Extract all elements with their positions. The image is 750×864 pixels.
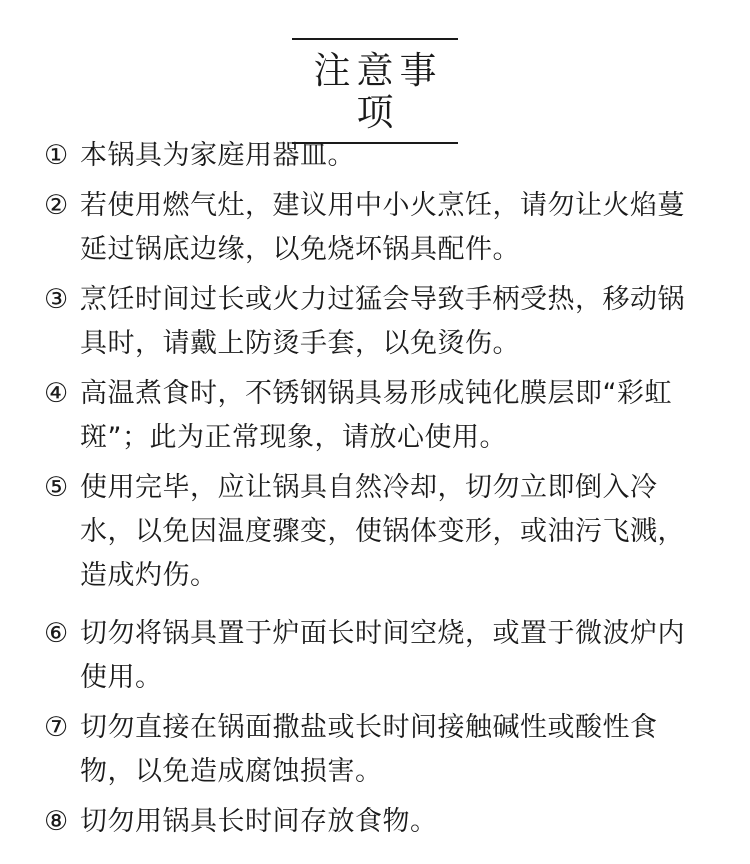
note-text: 使用完毕，应让锅具自然冷却，切勿立即倒入冷水，以免因温度骤变，使锅体变形，或油污飞溅，造成灼伤。 [80,472,685,591]
note-number: ③ [44,284,69,315]
note-number: ④ [44,378,69,409]
note-item-2 [44,184,694,272]
note-text: 高温煮食时，不锈钢锅具易形成钝化膜层即“彩虹斑”；此为正常现象，请放心使用。 [80,378,672,453]
note-item-1 [44,134,694,178]
note-item-6 [44,612,694,700]
note-number: ⑧ [44,806,69,837]
note-text: 若使用燃气灶，建议用中小火烹饪，请勿让火焰蔓延过锅底边缘，以免烧坏锅具配件。 [80,190,685,265]
page-title: 注意事项 [313,49,443,134]
note-text: 本锅具为家庭用器皿。 [80,140,355,171]
note-number: ① [44,140,69,171]
note-item-5 [44,466,694,598]
note-item-4 [44,372,694,460]
note-item-7 [44,706,694,794]
note-number: ⑥ [44,618,69,649]
note-text: 烹饪时间过长或火力过猛会导致手柄受热，移动锅具时，请戴上防烫手套，以免烫伤。 [80,284,685,359]
note-number: ⑤ [44,472,69,503]
note-item-8 [44,800,694,844]
note-item-3 [44,278,694,366]
notes-list [44,134,694,850]
note-number: ② [44,190,69,221]
title-section [0,38,750,144]
note-number: ⑦ [44,712,69,743]
title-frame [292,38,458,144]
note-text: 切勿用锅具长时间存放食物。 [80,806,438,837]
note-text: 切勿直接在锅面撒盐或长时间接触碱性或酸性食物，以免造成腐蚀损害。 [80,712,658,787]
note-text: 切勿将锅具置于炉面长时间空烧，或置于微波炉内使用。 [80,618,685,693]
